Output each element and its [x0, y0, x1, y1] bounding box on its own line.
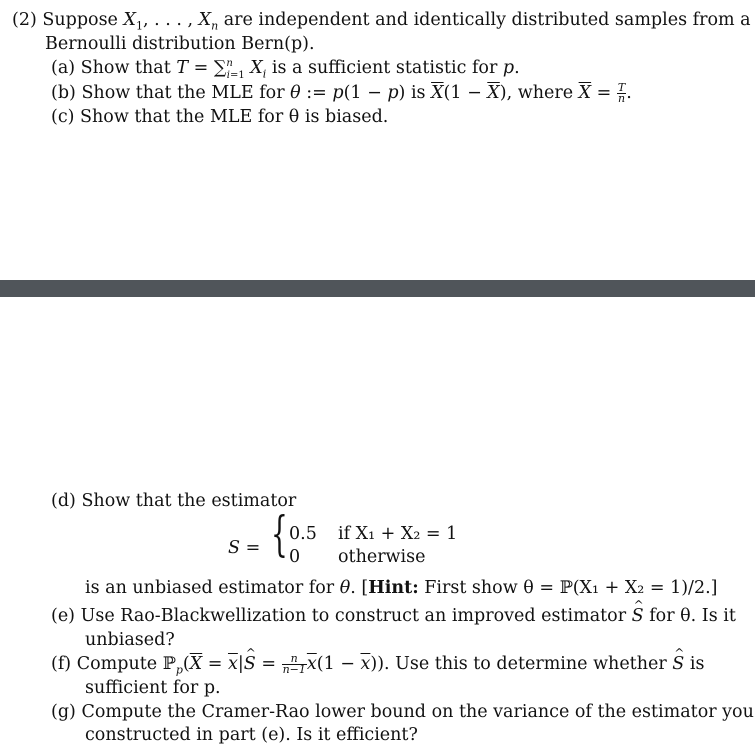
case-1-value: 0.5 [289, 524, 317, 544]
part-b: (b) Show that the MLE for θ := p(1 − p) is $\overline{X}(1 - \overline{X})$, where $\overline{X}$ = $\frac{T}{n}$ . [51, 81, 632, 105]
part-a: (a) Show that T = ∑$^n_{i=1}$ $X_i$ is a sufficient statistic for p. [51, 58, 520, 81]
case-2-value: 0 [289, 547, 301, 567]
part-f: (f) Compute $ℙ_p(\overline{X}$ = $\overline{x}|\^{}$ S = $\frac{n}{n-1}$ $\overline{x}(1 - \overline{x})$). Use this to determine whether ^ S is [51, 653, 704, 675]
part-e-line-2: unbiased? [85, 630, 175, 650]
part-g: (g) Compute the Cramer-Rao lower bound on the variance of the estimator you [51, 702, 754, 722]
part-d: (d) Show that the estimator [51, 491, 297, 511]
part-c: (c) Show that the MLE for θ is biased. [51, 107, 389, 127]
cases-brace: { [271, 506, 288, 562]
case-1-condition: if X₁ + X₂ = 1 [338, 524, 458, 544]
estimator-lhs: S = [228, 538, 261, 558]
case-2-condition: otherwise [338, 547, 426, 567]
part-d-continued: is an unbiased estimator for θ. [Hint: First show θ = ℙ(X₁ + X₂ = 1)/2.] [85, 578, 718, 598]
page-divider [0, 280, 755, 297]
intro-line-1: (2) Suppose $X_1$, . . . , $X_n$ are independent and identically distributed samples from a [12, 10, 751, 33]
part-e: (e) Use Rao-Blackwellization to construct an improved estimator ^ S for θ. Is it [51, 605, 736, 627]
part-f-line-2: sufficient for p. [85, 678, 221, 698]
intro-line-2: Bernoulli distribution Bern(p). [45, 34, 315, 54]
part-g-line-2: constructed in part (e). Is it efficient? [85, 725, 418, 745]
